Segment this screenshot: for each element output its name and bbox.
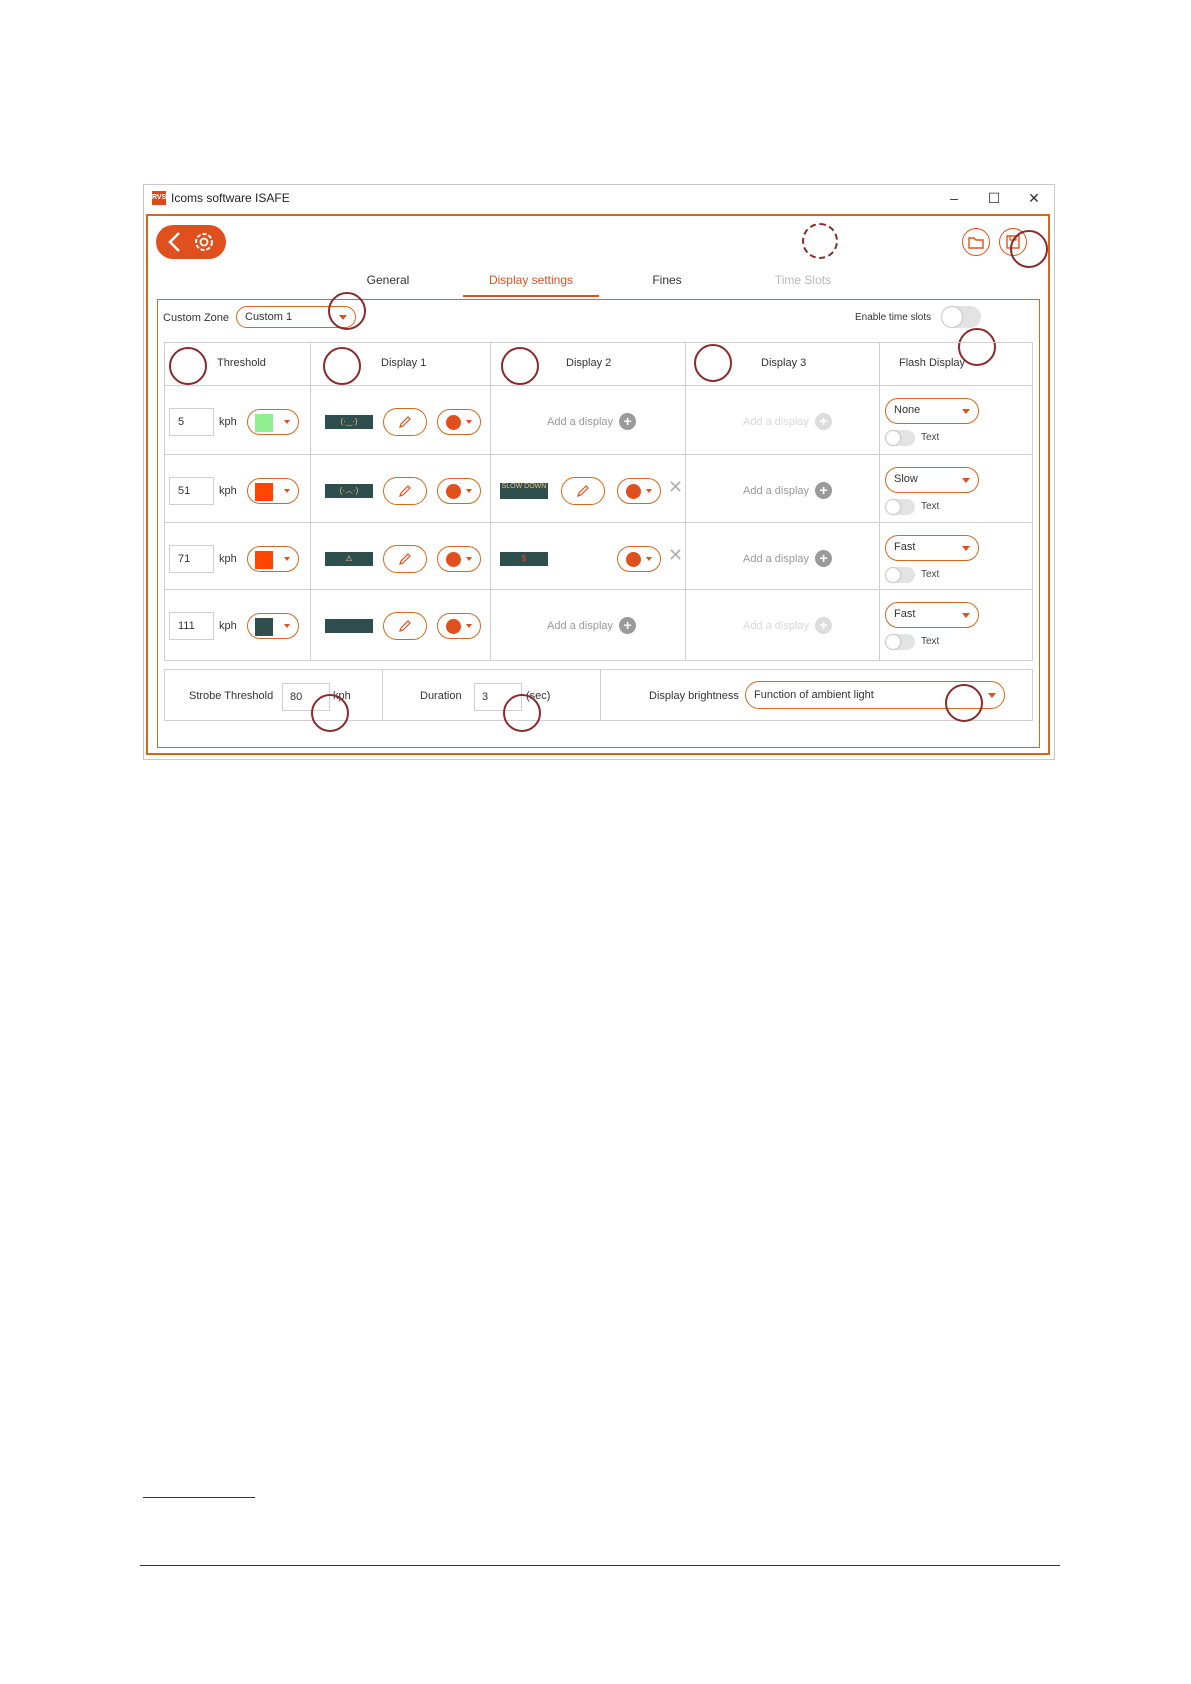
threshold-row bbox=[165, 455, 1032, 527]
display-1-preview: ⚠ bbox=[325, 552, 373, 566]
add-display-3-button[interactable] bbox=[743, 482, 832, 499]
flash-mode-select[interactable] bbox=[885, 535, 979, 561]
custom-zone-value: Custom 1 bbox=[245, 311, 293, 323]
plus-icon: + bbox=[815, 482, 832, 499]
strobe-unit-label: kph bbox=[333, 690, 351, 702]
add-display-label: Add a display bbox=[743, 415, 810, 428]
tab-time-slots[interactable]: Time Slots bbox=[774, 273, 832, 287]
display-settings-panel bbox=[157, 299, 1040, 748]
title-bar bbox=[144, 185, 1054, 211]
smiley-icon bbox=[446, 415, 461, 430]
duration-input[interactable]: 3 bbox=[474, 683, 522, 711]
enable-time-slots-label: Enable time slots bbox=[855, 312, 932, 323]
flash-mode-value: Fast bbox=[894, 608, 916, 620]
add-display-2-button[interactable] bbox=[547, 413, 636, 430]
display-2-preview: $ bbox=[500, 552, 548, 566]
color-swatch bbox=[255, 618, 273, 636]
chevron-down-icon bbox=[646, 489, 652, 493]
annotation-circle bbox=[501, 347, 539, 385]
annotation-circle bbox=[323, 347, 361, 385]
speed-threshold-input[interactable]: 111 bbox=[169, 612, 214, 640]
chevron-down-icon bbox=[466, 420, 472, 424]
add-display-label: Add a display bbox=[547, 619, 614, 632]
display-brightness-label: Display brightness bbox=[649, 690, 739, 702]
speed-unit-label: kph bbox=[219, 485, 237, 497]
emoji-select[interactable] bbox=[617, 478, 661, 504]
threshold-row bbox=[165, 523, 1032, 595]
chevron-down-icon bbox=[466, 624, 472, 628]
color-swatch bbox=[255, 483, 273, 501]
flash-mode-value: Fast bbox=[894, 541, 916, 553]
active-tab-indicator bbox=[463, 295, 599, 297]
flash-text-toggle[interactable] bbox=[885, 634, 915, 650]
emoji-select[interactable] bbox=[437, 613, 481, 639]
flash-text-toggle[interactable] bbox=[885, 499, 915, 515]
display-1-preview: (·‿·) bbox=[325, 415, 373, 429]
smiley-icon bbox=[446, 619, 461, 634]
header-display-3: Display 3 bbox=[761, 357, 807, 369]
header-threshold: Threshold bbox=[217, 357, 266, 369]
emoji-select[interactable] bbox=[437, 409, 481, 435]
emoji-select[interactable] bbox=[437, 478, 481, 504]
color-swatch bbox=[255, 551, 273, 569]
color-picker[interactable] bbox=[247, 409, 299, 435]
chevron-down-icon bbox=[962, 409, 970, 414]
gear-icon bbox=[191, 229, 217, 255]
plus-icon: + bbox=[815, 550, 832, 567]
annotation-circle bbox=[503, 694, 541, 732]
flash-mode-select[interactable] bbox=[885, 398, 979, 424]
flash-text-toggle[interactable] bbox=[885, 430, 915, 446]
flash-text-label: Text bbox=[921, 501, 940, 512]
annotation-circle bbox=[945, 684, 983, 722]
speed-unit-label: kph bbox=[219, 416, 237, 428]
chevron-down-icon bbox=[284, 489, 290, 493]
annotation-circle bbox=[1010, 230, 1048, 268]
emoji-select[interactable] bbox=[437, 546, 481, 572]
header-flash-display: Flash Display bbox=[899, 357, 966, 369]
speed-unit-label: kph bbox=[219, 620, 237, 632]
duration-unit-label: (sec) bbox=[526, 690, 551, 702]
chevron-down-icon bbox=[284, 557, 290, 561]
edit-display-1-button[interactable] bbox=[383, 545, 427, 573]
pencil-icon bbox=[398, 484, 412, 498]
threshold-table bbox=[164, 342, 1033, 661]
flash-text-toggle[interactable] bbox=[885, 567, 915, 583]
header-display-1: Display 1 bbox=[381, 357, 427, 369]
chevron-down-icon bbox=[284, 624, 290, 628]
plus-icon: + bbox=[815, 617, 832, 634]
chevron-down-icon bbox=[962, 546, 970, 551]
loading-spinner-icon bbox=[802, 223, 838, 259]
app-logo-icon: RVS bbox=[152, 191, 166, 205]
tab-display-settings[interactable]: Display settings bbox=[488, 273, 574, 287]
plus-icon: + bbox=[815, 413, 832, 430]
annotation-circle bbox=[694, 344, 732, 382]
tab-fines[interactable]: Fines bbox=[652, 273, 682, 287]
chevron-down-icon bbox=[962, 478, 970, 483]
pencil-icon bbox=[398, 552, 412, 566]
chevron-left-icon bbox=[166, 231, 184, 253]
add-display-label: Add a display bbox=[743, 552, 810, 565]
add-display-2-button[interactable] bbox=[547, 617, 636, 634]
custom-zone-label: Custom Zone bbox=[163, 312, 230, 324]
footer-rule bbox=[140, 1565, 1060, 1566]
add-display-3-button[interactable] bbox=[743, 617, 832, 634]
enable-time-slots-toggle[interactable] bbox=[941, 306, 981, 328]
color-swatch bbox=[255, 414, 273, 432]
speed-threshold-input[interactable]: 71 bbox=[169, 545, 214, 573]
color-picker[interactable] bbox=[247, 546, 299, 572]
flash-text-label: Text bbox=[921, 432, 940, 443]
speed-unit-label: kph bbox=[219, 553, 237, 565]
add-display-label: Add a display bbox=[743, 619, 810, 632]
zone-row bbox=[158, 300, 1039, 334]
speed-threshold-input[interactable]: 5 bbox=[169, 408, 214, 436]
chevron-down-icon bbox=[988, 693, 996, 698]
duration-label: Duration bbox=[420, 690, 462, 702]
globe-icon bbox=[626, 552, 641, 567]
app-window bbox=[143, 184, 1055, 760]
flash-mode-select[interactable] bbox=[885, 467, 979, 493]
pencil-icon bbox=[398, 415, 412, 429]
edit-display-1-button[interactable] bbox=[383, 408, 427, 436]
footnote-rule bbox=[143, 1497, 255, 1498]
open-folder-button[interactable] bbox=[962, 228, 990, 256]
emoji-select[interactable] bbox=[617, 546, 661, 572]
add-display-label: Add a display bbox=[743, 484, 810, 497]
header-display-2: Display 2 bbox=[566, 357, 612, 369]
speed-threshold-input[interactable]: 51 bbox=[169, 477, 214, 505]
remove-display-icon[interactable]: ✕ bbox=[668, 545, 684, 565]
add-display-label: Add a display bbox=[547, 415, 614, 428]
threshold-row bbox=[165, 590, 1032, 662]
chevron-down-icon bbox=[962, 613, 970, 618]
pencil-icon bbox=[398, 619, 412, 633]
add-display-3-button[interactable] bbox=[743, 413, 832, 430]
chevron-down-icon bbox=[646, 557, 652, 561]
display-1-preview bbox=[325, 619, 373, 633]
smiley-icon bbox=[626, 484, 641, 499]
strobe-threshold-label: Strobe Threshold bbox=[189, 690, 274, 702]
annotation-circle bbox=[311, 694, 349, 732]
tab-bar bbox=[323, 273, 843, 295]
folder-icon bbox=[968, 235, 984, 249]
flash-mode-select[interactable] bbox=[885, 602, 979, 628]
edit-display-2-button[interactable] bbox=[561, 477, 605, 505]
color-picker[interactable] bbox=[247, 478, 299, 504]
flash-mode-value: Slow bbox=[894, 473, 918, 485]
strobe-settings-bar bbox=[164, 669, 1033, 721]
edit-display-1-button[interactable] bbox=[383, 612, 427, 640]
close-button[interactable]: ✕ bbox=[1028, 190, 1040, 206]
remove-display-icon[interactable]: ✕ bbox=[668, 477, 684, 497]
chevron-down-icon bbox=[466, 557, 472, 561]
minimize-button[interactable]: – bbox=[950, 190, 958, 206]
annotation-circle bbox=[328, 292, 366, 330]
flash-text-label: Text bbox=[921, 636, 940, 647]
flash-text-label: Text bbox=[921, 569, 940, 580]
display-1-preview: (·︵·) bbox=[325, 484, 373, 498]
pencil-icon bbox=[576, 484, 590, 498]
tab-general[interactable]: General bbox=[366, 273, 410, 287]
display-brightness-value: Function of ambient light bbox=[754, 689, 874, 701]
edit-display-1-button[interactable] bbox=[383, 477, 427, 505]
plus-icon: + bbox=[619, 413, 636, 430]
flash-mode-value: None bbox=[894, 404, 921, 416]
smiley-icon bbox=[446, 484, 461, 499]
display-2-preview: SLOW DOWN bbox=[500, 483, 548, 499]
smiley-icon bbox=[446, 552, 461, 567]
window-title: Icoms software ISAFE bbox=[171, 191, 290, 205]
annotation-circle bbox=[169, 347, 207, 385]
app-content bbox=[146, 214, 1050, 755]
add-display-3-button[interactable] bbox=[743, 550, 832, 567]
strobe-threshold-input[interactable]: 80 bbox=[282, 683, 330, 711]
maximize-button[interactable]: ☐ bbox=[987, 190, 1001, 206]
color-picker[interactable] bbox=[247, 613, 299, 639]
plus-icon: + bbox=[619, 617, 636, 634]
chevron-down-icon bbox=[466, 489, 472, 493]
chevron-down-icon bbox=[284, 420, 290, 424]
threshold-row bbox=[165, 386, 1032, 458]
back-settings-button[interactable] bbox=[156, 225, 226, 259]
